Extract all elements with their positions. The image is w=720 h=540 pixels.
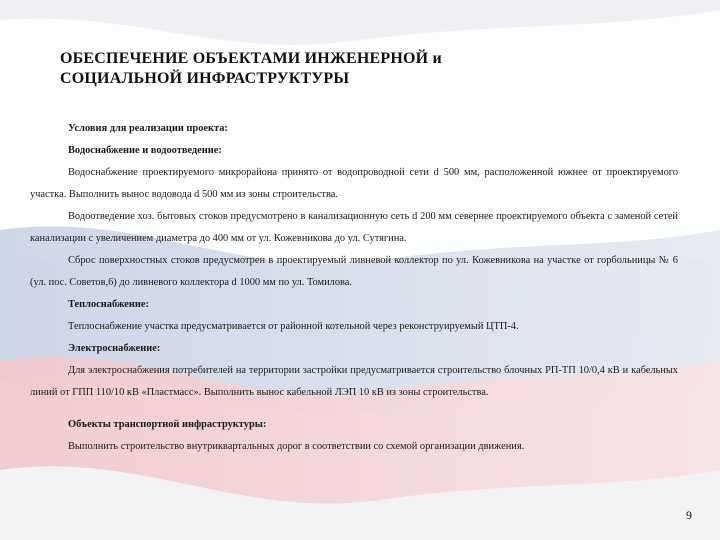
water-heading: Водоснабжение и водоотведение:	[68, 145, 222, 156]
title-line-2: СОЦИАЛЬНОЙ ИНФРАСТРУКТУРЫ	[60, 70, 350, 87]
transport-heading: Объекты транспортной инфраструктуры:	[68, 419, 267, 430]
title-line-1: ОБЕСПЕЧЕНИЕ ОБЪЕКТАМИ ИНЖЕНЕРНОЙ и	[60, 50, 442, 67]
power-paragraph: Для электроснабжения потребителей на территории застройки предусматривается строительство блочных РП-ТП 10/0,4 кВ и кабельных линий от ГПП 110/10 кВ «Пластмасс». Выполнить вынос кабельной ЛЭП 10 кВ из зоны строительства.	[30, 365, 678, 398]
transport-paragraph: Выполнить строительство внутриквартальных дорог в соответствии со схемой организации движения.	[68, 441, 525, 452]
water-supply-paragraph: Водоснабжение проектируемого микрорайона принято от водопроводной сети d 500 мм, расположенной южнее от проектируемого участка. Выполнить вынос водовода d 500 мм из зоны строительства.	[30, 167, 678, 200]
page-body	[30, 118, 678, 458]
page-number: 9	[686, 508, 692, 522]
heat-heading: Теплоснабжение:	[68, 299, 149, 310]
page-title	[60, 49, 620, 89]
stormwater-paragraph: Сброс поверхностных стоков предусмотрен в проектируемый ливневой коллектор по ул. Кожевникова на участке от горбольницы № 6 (ул. пос. Советов,6) до ливневого коллектора d 1000 мм по ул. Томилова.	[30, 255, 678, 288]
heat-paragraph: Теплоснабжение участка предусматривается от районной котельной через реконструируемый ЦТП-4.	[68, 321, 519, 332]
power-heading: Электроснабжение:	[68, 343, 161, 354]
conditions-heading: Условия для реализации проекта:	[68, 123, 228, 134]
sewage-paragraph: Водоотведение хоз. бытовых стоков предусмотрено в канализационную сеть d 200 мм севернее проектируемого объекта с заменой сетей канализации с увеличением диаметра до 400 мм от ул. Кожевникова до ул. Сутягина.	[30, 211, 678, 244]
